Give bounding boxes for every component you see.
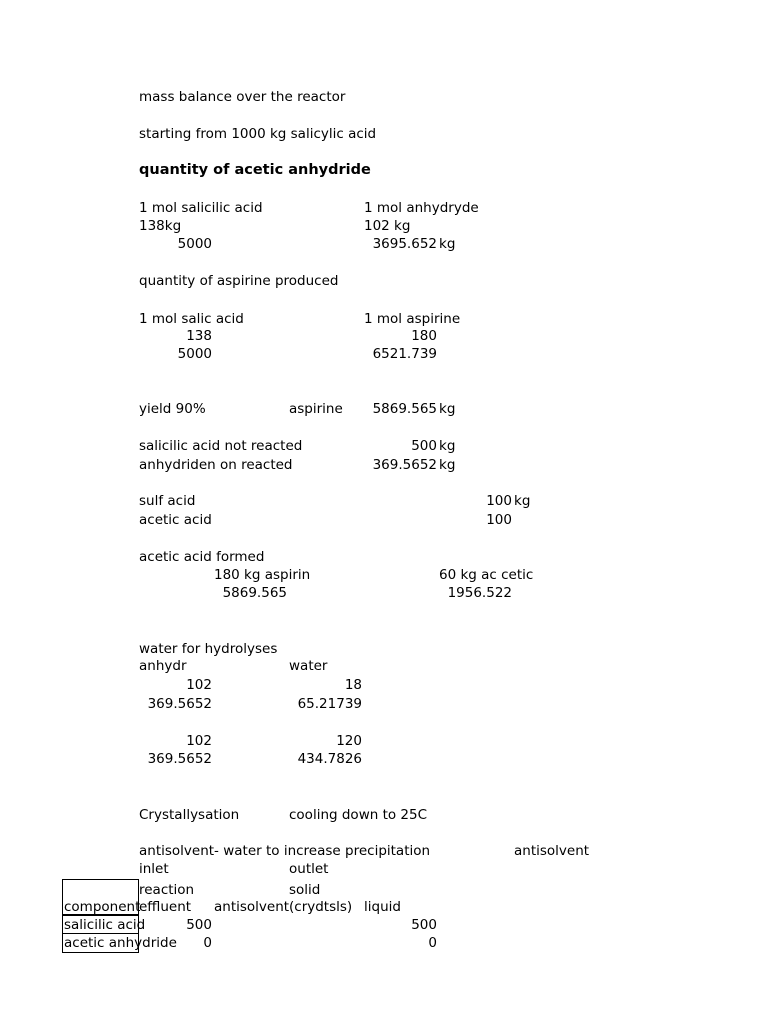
aspirin-col2-head: 1 mol aspirine	[364, 311, 461, 327]
aspirin-col1-head: 1 mol salic acid	[139, 311, 244, 327]
unreacted-anhydride-label: anhydriden on reacted	[139, 457, 293, 473]
header-effluent: effluent	[139, 899, 192, 915]
unreacted-anhydride-unit: kg	[439, 457, 456, 473]
anhydride-row1-b: 102 kg	[364, 218, 411, 234]
anhydride-col1-head: 1 mol salicilic acid	[139, 200, 263, 216]
hydrolysis-r1-b: 18	[344, 677, 362, 693]
crystallisation-label: Crystallysation	[139, 807, 240, 823]
row-salicilic-liquid: 500	[411, 917, 437, 933]
sulf-acid-unit: kg	[514, 493, 531, 509]
hydrolysis-r1-a: 102	[186, 677, 212, 693]
yield-product: aspirine	[289, 401, 343, 417]
header-solid: solid	[289, 882, 321, 898]
hydrolysis-r3-b: 120	[336, 733, 362, 749]
acetic-acid-label: acetic acid	[139, 512, 212, 528]
hydrolysis-r4-a: 369.5652	[147, 751, 212, 767]
anhydride-title: quantity of acetic anhydride	[139, 162, 371, 178]
anhydride-row2-a: 5000	[177, 236, 212, 252]
unreacted-salicilic-value: 500	[411, 438, 437, 454]
hydrolysis-col2-head: water	[289, 658, 328, 674]
row-acetic-anhydride-name: acetic anhydride	[64, 935, 177, 951]
aspirin-row1-b: 180	[411, 328, 437, 344]
table-outlet-label: outlet	[289, 861, 329, 877]
aspirin-row1-a: 138	[186, 328, 212, 344]
row-acetic-anhydride-effluent: 0	[203, 935, 212, 951]
table-inlet-label: inlet	[139, 861, 169, 877]
yield-label: yield 90%	[139, 401, 206, 417]
crystallisation-note: cooling down to 25C	[289, 807, 428, 823]
anhydride-row1-a: 138kg	[139, 218, 182, 234]
hydrolysis-r2-a: 369.5652	[147, 696, 212, 712]
row-salicilic-effluent: 500	[186, 917, 212, 933]
anhydride-row2-b: 3695.652	[372, 236, 437, 252]
sulf-acid-label: sulf acid	[139, 493, 196, 509]
hydrolysis-r2-b: 65.21739	[297, 696, 362, 712]
anhydride-col2-head: 1 mol anhydryde	[364, 200, 479, 216]
row-salicilic-name: salicilic acid	[64, 917, 146, 933]
hydrolysis-r4-b: 434.7826	[297, 751, 362, 767]
yield-value: 5869.565	[372, 401, 437, 417]
header-crystals: (crydtsls)	[289, 899, 353, 915]
acetic-formed-left-ratio: 180 kg aspirin	[214, 567, 311, 583]
header-reaction: reaction	[139, 882, 195, 898]
acetic-formed-left-value: 5869.565	[222, 585, 287, 601]
acetic-formed-title: acetic acid formed	[139, 549, 265, 565]
yield-unit: kg	[439, 401, 456, 417]
hydrolysis-r3-a: 102	[186, 733, 212, 749]
unreacted-salicilic-label: salicilic acid not reacted	[139, 438, 303, 454]
header-liquid: liquid	[364, 899, 401, 915]
aspirin-row2-a: 5000	[177, 346, 212, 362]
antisolvent-note: antisolvent- water to increase precipitation	[139, 843, 431, 859]
header-component: component	[64, 899, 141, 915]
acetic-formed-right-value: 1956.522	[447, 585, 512, 601]
antisolvent-right-label: antisolvent	[514, 843, 590, 859]
row-acetic-anhydride-liquid: 0	[428, 935, 437, 951]
hydrolysis-title: water for hydrolyses	[139, 641, 278, 657]
anhydride-row2-unit: kg	[439, 236, 456, 252]
page-heading: mass balance over the reactor	[139, 89, 346, 105]
header-antisolvent: antisolvent	[214, 899, 290, 915]
hydrolysis-col1-head: anhydr	[139, 658, 187, 674]
aspirin-row2-b: 6521.739	[372, 346, 437, 362]
sulf-acid-value: 100	[486, 493, 512, 509]
acetic-formed-right-ratio: 60 kg ac cetic	[439, 567, 534, 583]
unreacted-salicilic-unit: kg	[439, 438, 456, 454]
unreacted-anhydride-value: 369.5652	[372, 457, 437, 473]
start-note: starting from 1000 kg salicylic acid	[139, 126, 377, 142]
acetic-acid-value: 100	[486, 512, 512, 528]
aspirin-title: quantity of aspirine produced	[139, 273, 339, 289]
